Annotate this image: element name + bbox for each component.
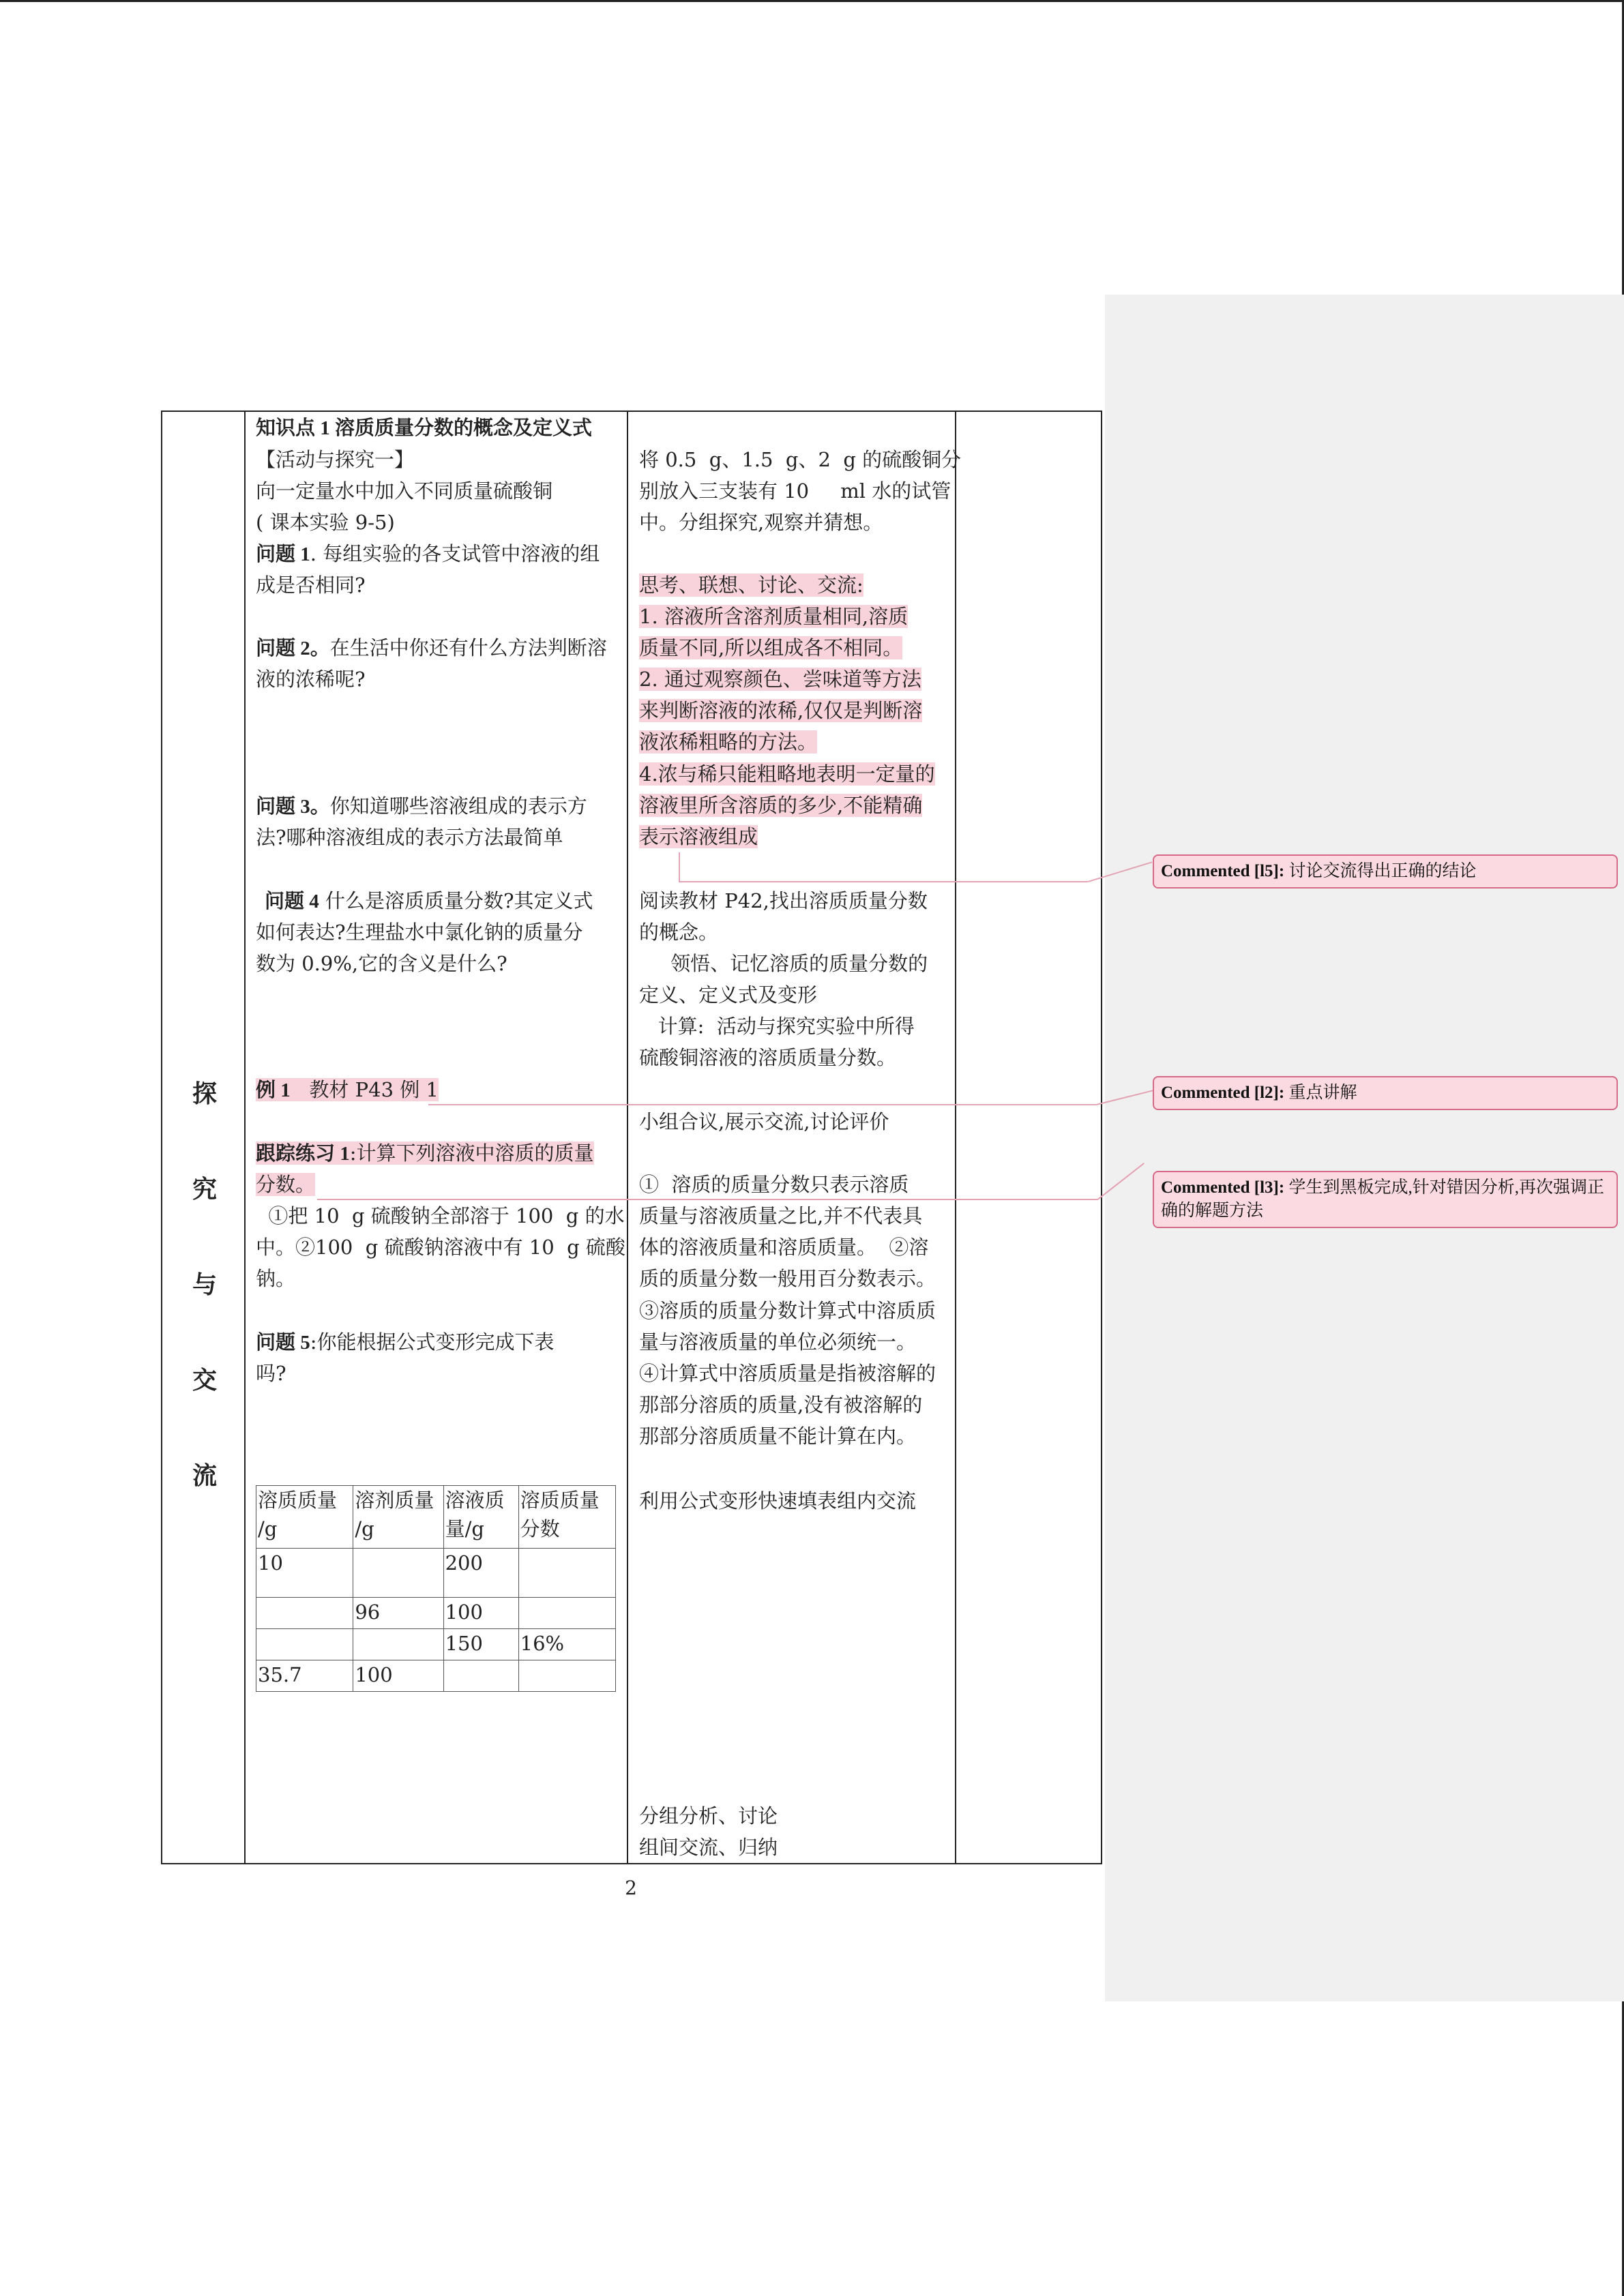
formula-exchange-text: 利用公式变形快速填表组内交流 bbox=[639, 1489, 917, 1512]
table-row bbox=[256, 1660, 616, 1692]
table-row bbox=[256, 1598, 616, 1629]
table-cell bbox=[353, 1629, 443, 1660]
reading-text: 阅读教材 P42,找出溶质质量分数 bbox=[639, 889, 928, 912]
table-header-cell: 溶液质 量/g bbox=[443, 1486, 518, 1549]
exercise-text: 中。②100 g 硫酸钠溶液中有 10 g 硫酸 bbox=[256, 1236, 625, 1259]
question-label: 问题 1 bbox=[256, 543, 310, 565]
table-row bbox=[256, 1549, 616, 1598]
table-cell: 100 bbox=[443, 1598, 518, 1629]
note-text: 体的溶液质量和溶质质量。 ②溶 bbox=[639, 1236, 929, 1259]
table-cell: 10 bbox=[256, 1549, 353, 1598]
highlighted-text: 思考、联想、讨论、交流: bbox=[639, 573, 863, 597]
note-text: ① 溶质的质量分数只表示溶质 bbox=[639, 1173, 909, 1196]
group-text: 小组合议,展示交流,讨论评价 bbox=[639, 1110, 889, 1133]
question-text: 你知道哪些溶液组成的表示方 bbox=[329, 794, 587, 818]
highlighted-text: 1. 溶液所含溶剂质量相同,溶质 bbox=[639, 605, 909, 628]
exercise-text: 钠。 bbox=[256, 1267, 296, 1290]
comment-balloon[interactable] bbox=[1153, 1171, 1618, 1228]
comment-text: 学生到黑板完成,针对错因分析,再次强调正确的解题方法 bbox=[1161, 1178, 1604, 1220]
answer-text bbox=[639, 695, 922, 727]
exercise-text bbox=[256, 1169, 315, 1201]
formula-table bbox=[256, 1485, 616, 1692]
highlighted-text: 2. 通过观察颜色、尝味道等方法 bbox=[639, 668, 921, 691]
side-label-char: 交 bbox=[192, 1366, 217, 1395]
table-cell: 100 bbox=[353, 1660, 443, 1692]
highlighted-text: 液浓稀粗略的方法。 bbox=[639, 730, 818, 754]
table-cell bbox=[353, 1549, 443, 1598]
question-text: 液的浓稀呢? bbox=[256, 668, 366, 691]
exercise-text: :计算下列溶液中溶质的质量 bbox=[349, 1142, 594, 1165]
question-text: 吗? bbox=[256, 1362, 286, 1385]
learning-text: 领悟、记忆溶质的质量分数的 bbox=[639, 952, 928, 975]
page-top-border bbox=[0, 0, 1624, 2]
exercise-text: ①把 10 g 硫酸钠全部溶于 100 g 的水 bbox=[256, 1204, 625, 1227]
note-text: 质量与溶液质量之比,并不代表具 bbox=[639, 1204, 923, 1227]
question-2 bbox=[256, 632, 607, 665]
comment-tag: Commented [l2]: bbox=[1161, 1084, 1285, 1102]
table-header-cell: 溶质质量 /g bbox=[256, 1486, 353, 1549]
table-header-cell: 溶质质量 分数 bbox=[518, 1486, 615, 1549]
example-1 bbox=[256, 1074, 439, 1107]
question-1 bbox=[256, 538, 600, 571]
question-4 bbox=[265, 885, 593, 918]
discussion-heading bbox=[639, 569, 863, 601]
comment-pane bbox=[1105, 295, 1624, 2001]
table-cell bbox=[518, 1549, 615, 1598]
table-row bbox=[256, 1629, 616, 1660]
closing-text: 分组分析、讨论 bbox=[639, 1804, 778, 1828]
highlighted-text: 溶液里所含溶质的多少,不能精确 bbox=[639, 794, 923, 817]
comment-tag: Commented [l3]: bbox=[1161, 1178, 1285, 1197]
example-label: 例 1 bbox=[256, 1079, 291, 1101]
question-text: :你能根据公式变形完成下表 bbox=[310, 1330, 555, 1354]
question-label: 问题 4 bbox=[265, 891, 319, 912]
table-cell: 96 bbox=[353, 1598, 443, 1629]
tracking-exercise bbox=[256, 1137, 594, 1170]
note-text: ③溶质的质量分数计算式中溶质质 bbox=[639, 1299, 936, 1322]
question-text: 成是否相同? bbox=[256, 573, 366, 597]
answer-text bbox=[639, 790, 922, 822]
activity-text: 别放入三支装有 10 ml 水的试管 bbox=[639, 479, 951, 503]
answer-text bbox=[639, 632, 902, 664]
activity-text: 将 0.5 g、1.5 g、2 g 的硫酸铜分 bbox=[639, 448, 962, 471]
calc-text: 计算: 活动与探究实验中所得 bbox=[639, 1015, 915, 1038]
answer-text bbox=[639, 664, 921, 696]
answer-text bbox=[639, 726, 817, 758]
highlighted-text: 表示溶液组成 bbox=[639, 825, 758, 848]
side-label-char: 探 bbox=[192, 1079, 217, 1108]
exercise-label: 跟踪练习 1 bbox=[256, 1143, 350, 1165]
comment-balloon[interactable] bbox=[1153, 854, 1618, 889]
question-text: 法?哪种溶液组成的表示方法最简单 bbox=[256, 826, 563, 849]
table-cell bbox=[518, 1598, 615, 1629]
example-text: 教材 P43 例 1 bbox=[290, 1078, 439, 1101]
comment-text: 重点讲解 bbox=[1284, 1084, 1357, 1102]
note-text: 质的质量分数一般用百分数表示。 bbox=[639, 1267, 936, 1290]
note-text: 那部分溶质的质量,没有被溶解的 bbox=[639, 1393, 923, 1416]
learning-text: 定义、定义式及变形 bbox=[639, 983, 818, 1007]
note-text: 量与溶液质量的单位必须统一。 bbox=[639, 1330, 917, 1354]
question-text: 数为 0.9%,它的含义是什么? bbox=[256, 952, 507, 975]
side-label-char: 流 bbox=[192, 1461, 217, 1490]
table-cell: 200 bbox=[443, 1549, 518, 1598]
table-cell bbox=[443, 1660, 518, 1692]
note-text: ④计算式中溶质质量是指被溶解的 bbox=[639, 1362, 936, 1385]
question-text: 如何表达?生理盐水中氯化钠的质量分 bbox=[256, 921, 583, 944]
side-label-char: 与 bbox=[192, 1270, 217, 1299]
activity-text: 中。分组探究,观察并猜想。 bbox=[639, 511, 883, 534]
question-text: 什么是溶质质量分数?其定义式 bbox=[319, 889, 593, 912]
comment-tag: Commented [l5]: bbox=[1161, 862, 1285, 880]
activity-title: 【活动与探究一】 bbox=[256, 448, 415, 471]
page-number: 2 bbox=[625, 1877, 637, 1899]
table-cell bbox=[256, 1629, 353, 1660]
question-5 bbox=[256, 1326, 555, 1359]
reading-text: 的概念。 bbox=[639, 921, 719, 944]
answer-text bbox=[639, 601, 908, 633]
side-label-char: 究 bbox=[192, 1175, 217, 1204]
intro-text: 向一定量水中加入不同质量硫酸铜 bbox=[256, 479, 553, 503]
question-text: 在生活中你还有什么方法判断溶 bbox=[329, 636, 607, 659]
calc-text: 硫酸铜溶液的溶质质量分数。 bbox=[639, 1046, 897, 1069]
question-label: 问题 5 bbox=[256, 1332, 310, 1354]
highlighted-text: 来判断溶液的浓稀,仅仅是判断溶 bbox=[639, 699, 923, 722]
table-cell: 16% bbox=[518, 1629, 615, 1660]
question-label: 问题 2。 bbox=[256, 638, 330, 659]
comment-text: 讨论交流得出正确的结论 bbox=[1284, 862, 1477, 880]
table-header-row bbox=[256, 1486, 616, 1549]
knowledge-heading: 知识点 1 溶质质量分数的概念及定义式 bbox=[256, 417, 593, 439]
question-3 bbox=[256, 790, 587, 823]
answer-text bbox=[639, 758, 935, 790]
highlighted-text: 4.浓与稀只能粗略地表明一定量的 bbox=[639, 762, 935, 786]
answer-text bbox=[639, 821, 758, 853]
table-cell bbox=[256, 1598, 353, 1629]
closing-text: 组间交流、归纳 bbox=[639, 1836, 778, 1859]
table-header-cell: 溶剂质量 /g bbox=[353, 1486, 443, 1549]
table-cell: 150 bbox=[443, 1629, 518, 1660]
table-cell: 35.7 bbox=[256, 1660, 353, 1692]
intro-text: ( 课本实验 9-5) bbox=[256, 511, 395, 534]
note-text: 那部分溶质质量不能计算在内。 bbox=[639, 1425, 917, 1448]
exercise-text-highlight: 分数。 bbox=[256, 1173, 316, 1196]
question-label: 问题 3。 bbox=[256, 796, 330, 818]
highlighted-text: 质量不同,所以组成各不相同。 bbox=[639, 636, 903, 659]
table-cell bbox=[518, 1660, 615, 1692]
question-text: . 每组实验的各支试管中溶液的组 bbox=[310, 542, 600, 565]
comment-balloon[interactable] bbox=[1153, 1076, 1618, 1110]
